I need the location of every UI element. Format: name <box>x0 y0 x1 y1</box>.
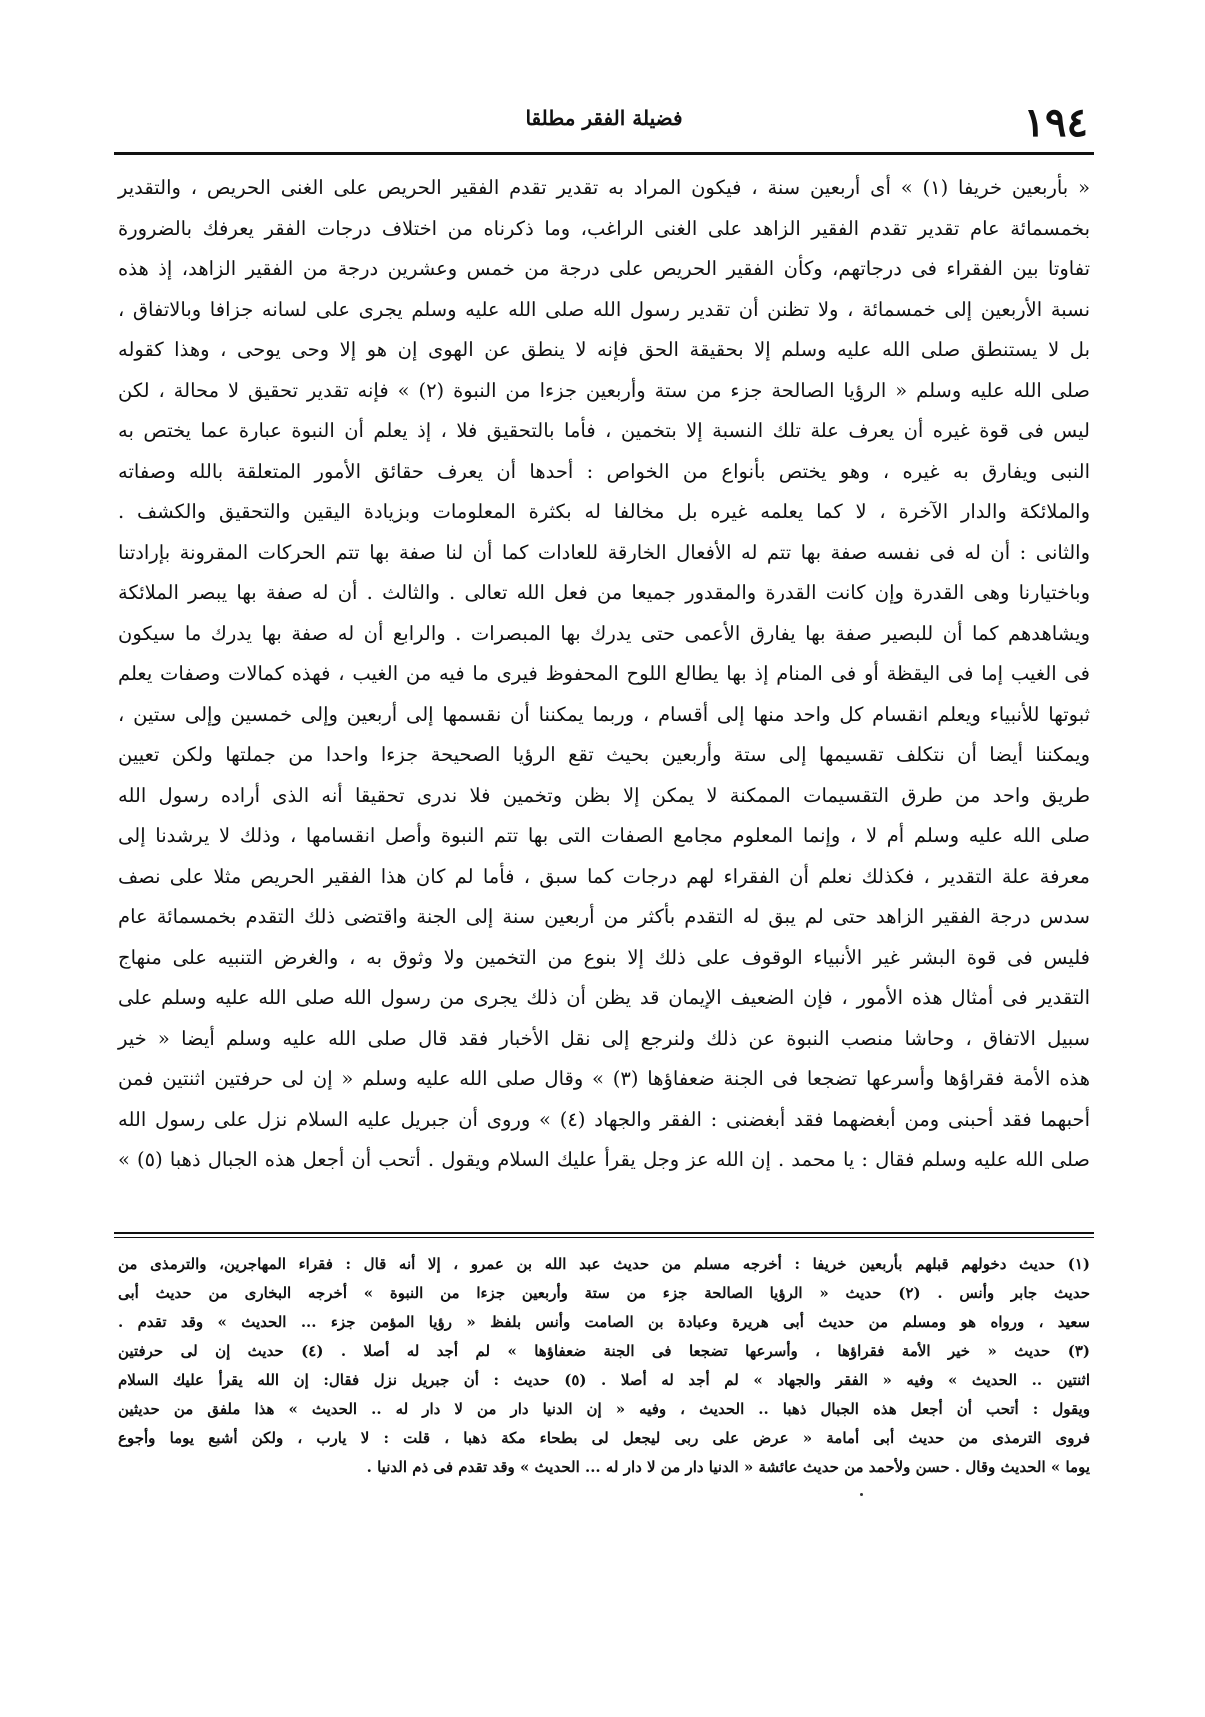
footnote-line: حديث جابر وأنس . (٢) حديث « الرؤيا الصالحة جزء من ستة وأربعين جزءا من النبوة » أخرجه البخارى من حديث أبى <box>118 1284 1091 1302</box>
footnote-line: اثنتين .. الحديث » وفيه « الفقر والجهاد » لم أجد له أصلا . (٥) حديث : أن جبريل نزل فقال: إن الله يقرأ عليك السلام <box>118 1371 1090 1389</box>
running-title: فضيلة الفقر مطلقا <box>525 106 683 130</box>
text-line: ويشاهدهم كما أن للبصير صفة بها يفارق الأعمى حتى يدرك بها المبصرات . والرابع أن له صفة بها يدرك ما سيكون <box>118 621 1090 645</box>
text-line: ليس فى قوة غيره أن يعرف علة تلك النسبة إلا بتخمين ، فأما بالتحقيق فلا ، إذ يعلم أن النبوة عبارة عما يختص به <box>118 419 1090 442</box>
footnote-line: سعيد ، ورواه هو ومسلم من حديث أبى هريرة وعبادة بن الصامت وأنس بلفظ « رؤيا المؤمن جزء ... الحديث » وقد تقدم . <box>118 1313 1090 1331</box>
footnote-line: (٣) حديث « خير الأمة فقراؤها ، وأسرعها تضجعا فى الجنة ضعفاؤها » لم أجد له أصلا . (٤) حديث إن لى حرفتين <box>118 1342 1090 1360</box>
text-line: سدس درجة الفقير الزاهد حتى لم يبق له التقدم بأكثر من أربعين سنة إلى الجنة واقتضى ذلك التقدم بخمسمائة عام <box>118 905 1090 928</box>
main-text <box>118 168 1090 1181</box>
text-line: صلى الله عليه وسلم فقال : يا محمد . إن الله عز وجل يقرأ عليك السلام ويقول . أتحب أن أجعل هذه الجبال ذهبا (٥) » <box>118 1148 1090 1171</box>
text-line: معرفة علة التقدير ، فكذلك نعلم أن الفقراء لهم درجات كما سبق ، فأما لم كان هذا الفقير الحريص مثلا على نصف <box>118 864 1090 888</box>
text-line: والملائكة والدار الآخرة ، لا كما يعلمه غيره بل مخالفا له بكثرة المعلومات وبزيادة اليقين والتحقيق والكشف . <box>118 500 1090 523</box>
footnote-separator <box>114 1232 1094 1238</box>
text-line: وباختيارنا وهى القدرة وإن كانت القدرة والمقدور جميعا من فعل الله تعالى . والثالث . أن له صفة بها يبصر الملائكة <box>118 581 1090 604</box>
text-line: صلى الله عليه وسلم « الرؤيا الصالحة جزء من ستة وأربعين جزءا من النبوة (٢) » فإنه تقدير تحقيق لا محالة ، لكن <box>118 378 1090 402</box>
text-line: تفاوتا بين الفقراء فى درجاتهم، وكأن الفقير الحريص على درجة من خمس وعشرين درجة من الفقير الزاهد، إذ هذه <box>118 257 1090 280</box>
text-line: أحبهما فقد أحبنى ومن أبغضهما فقد أبغضنى : الفقر والجهاد (٤) » وروى أن جبريل عليه السلام نزل على رسول الله <box>118 1107 1090 1131</box>
text-line: فى الغيب إما فى اليقظة أو فى المنام إذ بها يطالع اللوح المحفوظ فيرى ما فيه من الغيب ، فهذه كمالات وصفات يعلم <box>118 662 1090 685</box>
text-line: نسبة الأربعين إلى خمسمائة ، ولا تظنن أن تقدير رسول الله صلى الله عليه وسلم يجرى على لسانه جزافا وبالاتفاق ، <box>118 297 1090 321</box>
page-header <box>116 98 1092 148</box>
text-line: ويمكننا أيضا أن نتكلف تقسيمها إلى ستة وأربعين بحيث تقع الرؤيا الصحيحة جزءا واحدا من جملتها ولكن تعيين <box>118 743 1090 766</box>
text-line: التقدير فى أمثال هذه الأمور ، فإن الضعيف الإيمان قد يظن أن ذلك يجرى من رسول الله صلى الله عليه وسلم على <box>118 986 1090 1009</box>
footnote-line: (١) حديث دخولهم قبلهم بأربعين خريفا : أخرجه مسلم من حديث عبد الله بن عمرو ، إلا أنه قال : فقراء المهاجرين، والترمذى من <box>118 1255 1090 1273</box>
scan-speck <box>860 1493 863 1496</box>
text-line: هذه الأمة فقراؤها وأسرعها تضجعا فى الجنة ضعفاؤها (٣) » وقال صلى الله عليه وسلم « إن لى حرفتين اثنتين فمن <box>118 1067 1090 1090</box>
text-line: « بأربعين خريفا (١) » أى أربعين سنة ، فيكون المراد به تقدير تقدم الفقير الحريص على الغنى الحريص ، والتقدير <box>118 176 1090 199</box>
footnote-line: فروى الترمذى من حديث أبى أمامة « عرض على ربى ليجعل لى بطحاء مكة ذهبا ، قلت : لا يارب ، ولكن أشبع يوما وأجوع <box>118 1429 1090 1447</box>
text-line: صلى الله عليه وسلم أم لا ، وإنما المعلوم مجامع الصفات التى بها تتم النبوة وأصل انقسامها ، وذلك لا يرشدنا إلى <box>118 824 1090 847</box>
header-rule <box>114 152 1094 155</box>
text-line: طريق واحد من طرق التقسيمات الممكنة لا يمكن إلا بظن وتخمين فلا ندرى تحقيقا أنه الذى أراده رسول الله <box>118 783 1090 807</box>
text-line: ثبوتها للأنبياء ويعلم انقسام كل واحد منها إلى أقسام ، وربما يمكننا أن نقسمها إلى أربعين وإلى خمسين وإلى ستين ، <box>118 702 1090 726</box>
page-number: ١٩٤ <box>1023 99 1088 146</box>
footnotes <box>118 1250 1090 1482</box>
footnote-line: يوما » الحديث وقال . حسن ولأحمد من حديث عائشة « الدنيا دار من لا دار له ... الحديث » وقد تقدم فى ذم الدنيا . <box>366 1458 1090 1476</box>
text-line: النبى ويفارق به غيره ، وهو يختص بأنواع من الخواص : أحدها أن يعرف حقائق الأمور المتعلقة بالله وصفاته <box>118 459 1090 483</box>
text-line: سبيل الاتفاق ، وحاشا منصب النبوة عن ذلك ولنرجع إلى نقل الأخبار فقد قال صلى الله عليه وسلم أيضا « خير <box>118 1026 1090 1050</box>
text-line: بل لا يستنطق صلى الله عليه وسلم إلا بحقيقة الحق فإنه لا ينطق عن الهوى إن هو إلا وحى يوحى ، وهذا كقوله <box>118 338 1090 361</box>
text-line: فليس فى قوة البشر غير الأنبياء الوقوف على ذلك إلا بنوع من التخمين ولا وثوق به ، والغرض التنبيه على منهاج <box>118 945 1090 969</box>
text-line: والثانى : أن له فى نفسه صفة بها تتم له الأفعال الخارقة للعادات كما أن لنا صفة بها تتم الحركات المقرونة بإرادتنا <box>118 540 1090 564</box>
text-line: بخمسمائة عام تقدير تقدم الفقير الزاهد على الغنى الراغب، وما ذكرناه من اختلاف درجات الفقر يعرفك بالضرورة <box>118 216 1090 240</box>
footnote-line: ويقول : أتحب أن أجعل هذه الجبال ذهبا .. الحديث ، وفيه « إن الدنيا دار من لا دار له .. الحديث » هذا ملفق من حديثين <box>118 1400 1090 1418</box>
